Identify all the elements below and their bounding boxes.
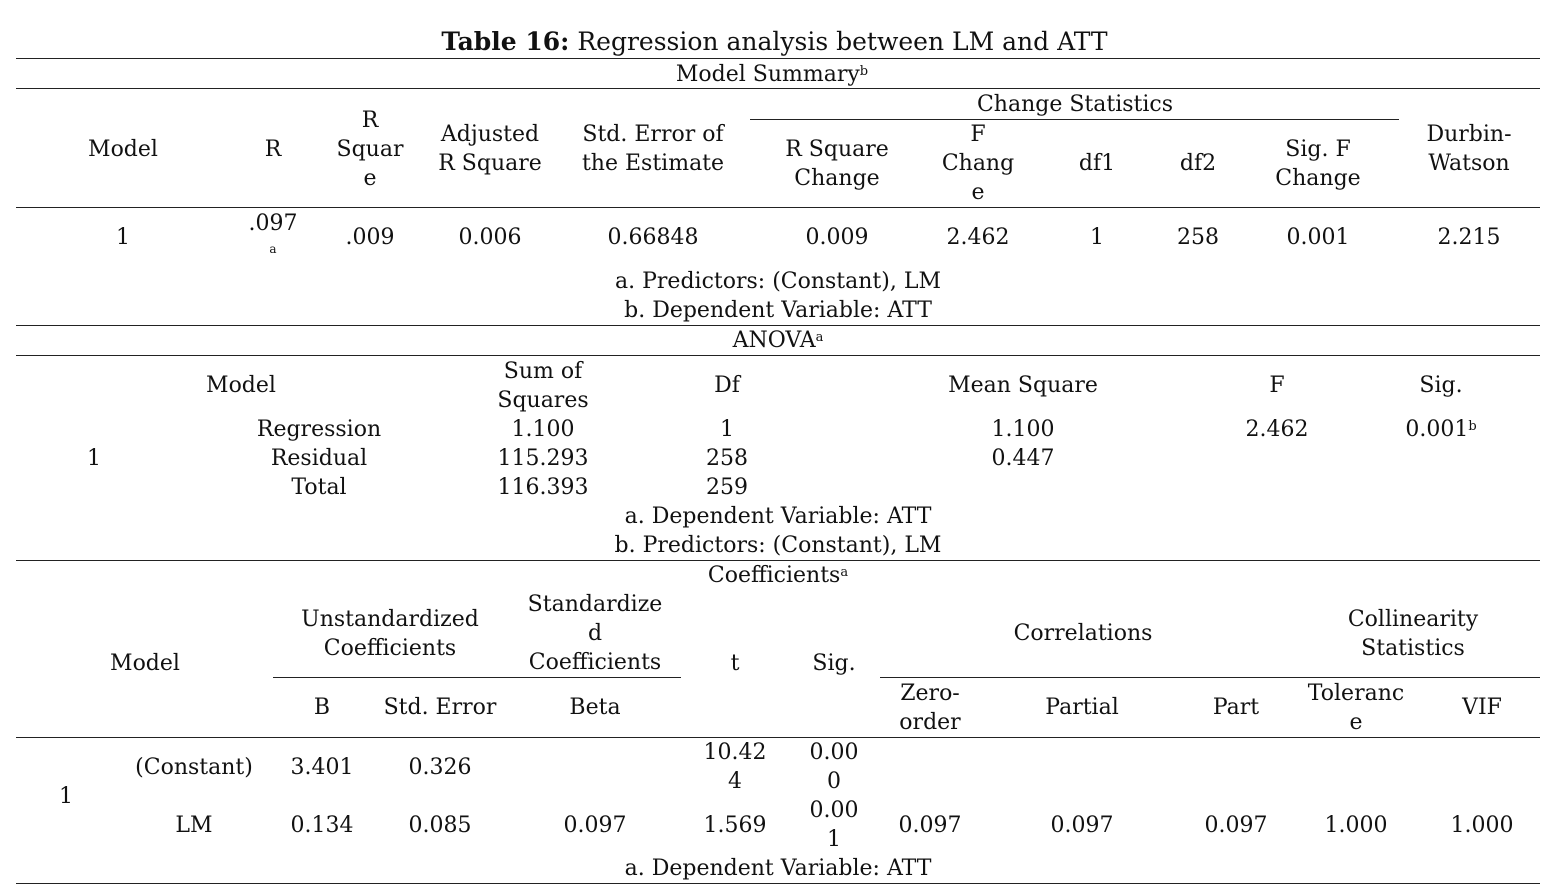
coef-header-sig: Sig.: [812, 651, 856, 676]
anova-cell-f: 2.462: [1245, 417, 1309, 442]
anova-header-f: F: [1269, 373, 1285, 398]
coef-header-beta: Beta: [569, 695, 621, 720]
coef-header-std-2: d: [587, 621, 603, 646]
ms-cell-r-square: .009: [345, 225, 395, 250]
anova-note-b: b. Predictors: (Constant), LM: [614, 533, 942, 558]
coef-row-label: LM: [175, 813, 213, 838]
anova-cell-model: 1: [87, 446, 101, 471]
coef-header-zero-order-1: Zero-: [900, 681, 960, 706]
coef-header-partial: Partial: [1045, 695, 1119, 720]
rule: [16, 207, 1540, 208]
ms-header-durbin-1: Durbin-: [1426, 122, 1512, 147]
ms-cell-f-change: 2.462: [946, 225, 1010, 250]
ms-cell-r-footnote: a: [269, 242, 277, 256]
anova-header-sig: Sig.: [1419, 373, 1463, 398]
coef-row-label: (Constant): [135, 755, 253, 780]
ms-header-f-change-3: e: [971, 180, 985, 205]
coef-header-t: t: [730, 651, 740, 676]
coef-header-vif: VIF: [1462, 695, 1502, 720]
coef-header-tolerance-2: e: [1349, 710, 1363, 735]
coef-header-std-1: Standardize: [527, 592, 663, 617]
anova-row-label: Total: [291, 475, 347, 500]
rule: [273, 677, 681, 678]
coef-cell-sig-2: 1: [827, 827, 841, 852]
anova-header-df: Df: [714, 373, 740, 398]
rule: [750, 119, 1399, 120]
anova-cell-sig: 0.001$^b$: [1405, 417, 1477, 442]
ms-cell-df2: 258: [1177, 225, 1219, 250]
coef-cell-tolerance: 1.000: [1324, 813, 1388, 838]
coef-cell-model: 1: [59, 784, 73, 809]
ms-header-durbin-2: Watson: [1428, 151, 1510, 176]
anova-caption: ANOVA$^a$: [732, 328, 824, 353]
coef-cell-sig-1: 0.00: [809, 798, 859, 823]
ms-header-r-square-change-2: Change: [794, 166, 880, 191]
coef-cell-b: 3.401: [290, 755, 354, 780]
ms-cell-durbin: 2.215: [1437, 225, 1501, 250]
anova-cell-df: 259: [706, 475, 748, 500]
coef-cell-zero-order: 0.097: [898, 813, 962, 838]
ms-header-df2: df2: [1179, 151, 1217, 176]
ms-header-sig-f-change-2: Change: [1275, 166, 1361, 191]
coef-header-tolerance-1: Toleranc: [1307, 681, 1405, 706]
ms-cell-sig-f-change: 0.001: [1286, 225, 1350, 250]
anova-header-model: Model: [206, 373, 276, 398]
ms-cell-r: .097: [248, 211, 298, 236]
ms-header-std-error-2: the Estimate: [581, 151, 725, 176]
ms-header-sig-f-change-1: Sig. F: [1285, 137, 1351, 162]
ms-cell-r-square-change: 0.009: [805, 225, 869, 250]
ms-header-change-statistics: Change Statistics: [976, 92, 1174, 117]
coef-cell-beta: 0.097: [563, 813, 627, 838]
ms-header-r-square-change-1: R Square: [785, 137, 889, 162]
rule: [880, 677, 1540, 678]
anova-note-a: a. Dependent Variable: ATT: [624, 504, 932, 529]
ms-header-adjusted-1: Adjusted: [440, 122, 540, 147]
coef-cell-sig-1: 0.00: [809, 740, 859, 765]
rule: [16, 88, 1540, 89]
anova-header-mean-square: Mean Square: [948, 373, 1098, 398]
coef-cell-sig-2: 0: [827, 769, 841, 794]
ms-cell-df1: 1: [1090, 225, 1104, 250]
coef-cell-se: 0.085: [408, 813, 472, 838]
model-summary-caption: Model Summary$^b$: [675, 62, 869, 87]
table-title: [0, 26, 1549, 58]
coef-cell-se: 0.326: [408, 755, 472, 780]
anova-cell-ss: 115.293: [497, 446, 589, 471]
coef-cell-vif: 1.000: [1450, 813, 1514, 838]
coef-header-std-3: Coefficients: [528, 650, 662, 675]
ms-note-a: a. Predictors: (Constant), LM: [615, 269, 941, 294]
ms-header-r: R: [264, 137, 282, 162]
rule: [16, 737, 1540, 738]
ms-header-r-square-3: e: [363, 166, 377, 191]
table-number: Table 16:: [441, 27, 570, 56]
coef-header-model: Model: [110, 651, 180, 676]
coef-header-correlations: Correlations: [1013, 621, 1153, 646]
ms-header-adjusted-2: R Square: [438, 151, 542, 176]
anova-cell-ss: 1.100: [511, 417, 575, 442]
coef-header-collinearity-2: Statistics: [1361, 636, 1465, 661]
coef-cell-part: 0.097: [1204, 813, 1268, 838]
coef-cell-b: 0.134: [290, 813, 354, 838]
coef-header-unstd-1: Unstandardized: [301, 607, 479, 632]
anova-cell-ms: 1.100: [991, 417, 1055, 442]
ms-header-r-square-1: R: [361, 108, 379, 133]
coef-header-unstd-2: Coefficients: [323, 636, 457, 661]
ms-cell-model: 1: [116, 225, 130, 250]
coef-header-std-error: Std. Error: [383, 695, 497, 720]
anova-row-label: Residual: [270, 446, 368, 471]
ms-header-df1: df1: [1078, 151, 1116, 176]
anova-header-ss-1: Sum of: [503, 359, 583, 384]
ms-cell-std-error: 0.66848: [607, 225, 699, 250]
ms-header-model: Model: [88, 137, 158, 162]
ms-note-b: b. Dependent Variable: ATT: [624, 298, 932, 323]
table-title-text: Regression analysis between LM and ATT: [569, 27, 1108, 56]
anova-cell-ss: 116.393: [497, 475, 589, 500]
anova-cell-df: 258: [706, 446, 748, 471]
ms-header-r-square-2: Squar: [336, 137, 404, 162]
rule: [16, 58, 1540, 59]
ms-cell-adjusted: 0.006: [458, 225, 522, 250]
anova-cell-df: 1: [720, 417, 734, 442]
coef-cell-t: 1.569: [703, 813, 767, 838]
coef-cell-t-2: 4: [728, 769, 742, 794]
anova-header-ss-2: Squares: [497, 388, 589, 413]
coef-header-collinearity-1: Collinearity: [1347, 607, 1479, 632]
ms-header-f-change-1: F: [970, 122, 986, 147]
rule: [16, 355, 1540, 356]
anova-cell-ms: 0.447: [991, 446, 1055, 471]
coef-header-b: B: [313, 695, 331, 720]
coef-header-zero-order-2: order: [899, 710, 961, 735]
anova-row-label: Regression: [256, 417, 382, 442]
ms-header-f-change-2: Chang: [941, 151, 1015, 176]
coef-note-a: a. Dependent Variable: ATT: [624, 856, 932, 881]
coef-cell-t-1: 10.42: [703, 740, 767, 765]
rule: [16, 883, 1540, 884]
ms-header-std-error-1: Std. Error of: [582, 122, 724, 147]
coef-header-part: Part: [1212, 695, 1260, 720]
coefficients-caption: Coefficients$^a$: [707, 563, 849, 588]
coef-cell-partial: 0.097: [1050, 813, 1114, 838]
